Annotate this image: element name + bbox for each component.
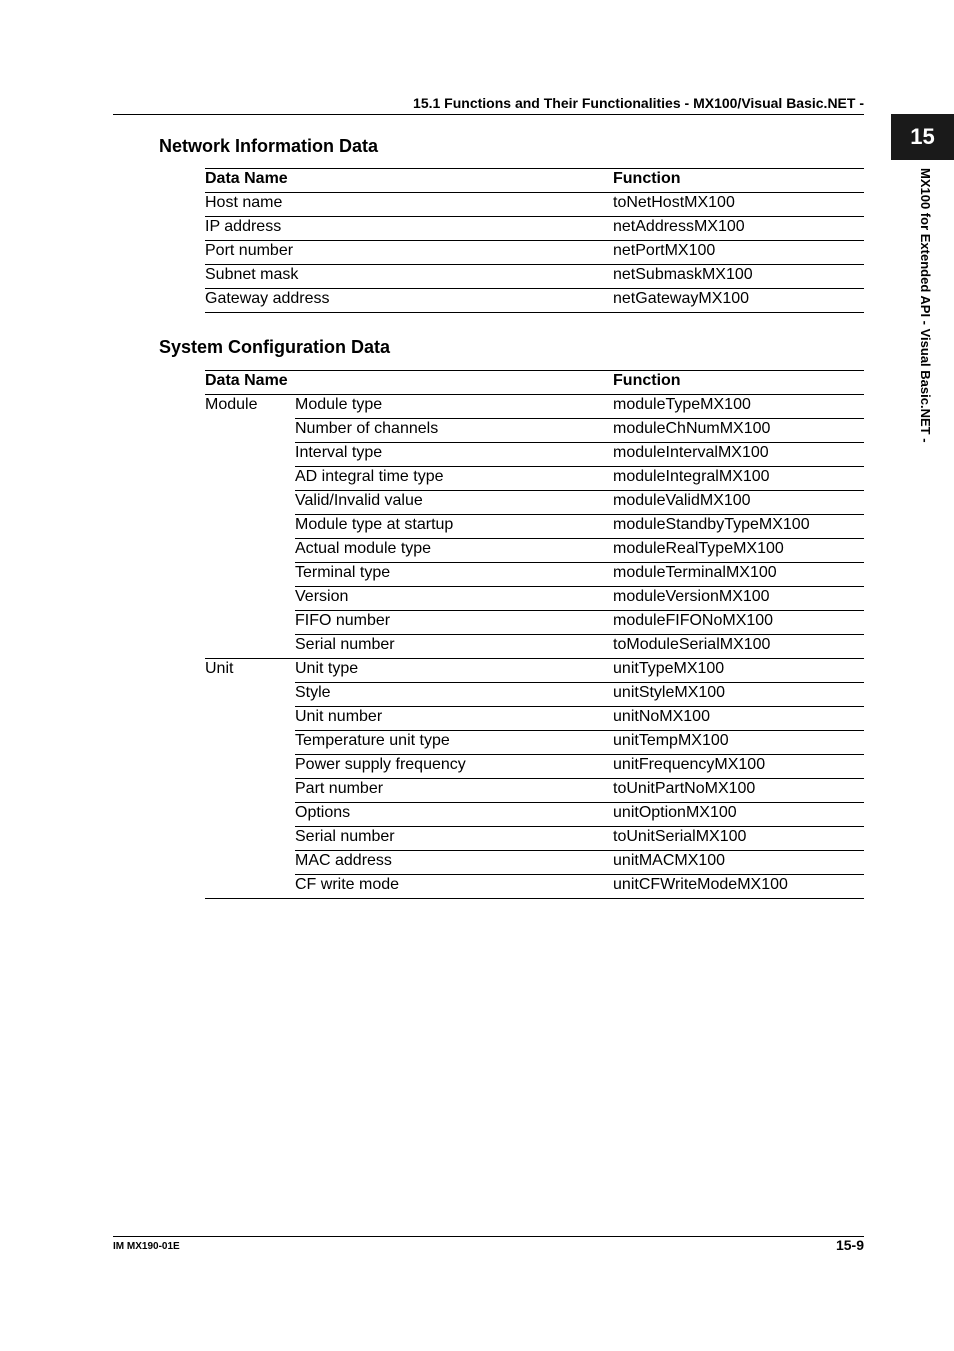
data-name-cell: Host name [205,193,613,217]
network-section-heading: Network Information Data [159,136,379,156]
table-row [205,395,864,419]
table-row [205,467,864,491]
table-row [205,683,864,707]
data-name-cell: Temperature unit type [295,731,613,755]
chapter-side-label: MX100 for Extended API - Visual Basic.NET - [918,168,933,443]
data-name-cell: Number of channels [295,419,613,443]
function-name-cell: toModuleSerialMX100 [613,635,864,659]
running-header: 15.1 Functions and Their Functionalities - MX100/Visual Basic.NET - [413,95,864,111]
data-name-cell: Version [295,587,613,611]
table-row [205,659,864,683]
table-row [205,851,864,875]
data-name-cell: Serial number [295,635,613,659]
table-row [205,539,864,563]
data-name-cell: Unit number [295,707,613,731]
column-header-function: Function [613,169,864,193]
table-row [205,217,864,241]
table-row [205,827,864,851]
function-name-cell: unitNoMX100 [613,707,864,731]
group-label-cell [205,779,295,803]
function-name-cell: moduleVersionMX100 [613,587,864,611]
data-name-cell: Options [295,803,613,827]
data-name-cell: Valid/Invalid value [295,491,613,515]
table-row [205,779,864,803]
table-row [205,875,864,899]
table-row [205,755,864,779]
data-name-cell: IP address [205,217,613,241]
group-label-cell [205,539,295,563]
table-row [205,515,864,539]
group-label-cell [205,467,295,491]
function-name-cell: unitOptionMX100 [613,803,864,827]
data-name-cell: Actual module type [295,539,613,563]
data-name-cell: Style [295,683,613,707]
group-label-cell [205,827,295,851]
table-row [205,563,864,587]
function-name-cell: moduleValidMX100 [613,491,864,515]
group-label-cell [205,875,295,899]
table-row [205,419,864,443]
footer-document-id: IM MX190-01E [113,1241,180,1252]
column-header-function: Function [613,371,864,395]
function-name-cell: unitStyleMX100 [613,683,864,707]
group-label-cell [205,755,295,779]
function-name-cell: moduleTypeMX100 [613,395,864,419]
column-header-data-name: Data Name [205,371,613,395]
function-name-cell: moduleIntervalMX100 [613,443,864,467]
group-label-cell [205,851,295,875]
function-name-cell: moduleFIFONoMX100 [613,611,864,635]
table-header-row [205,169,864,193]
group-label-cell [205,419,295,443]
function-name-cell: netSubmaskMX100 [613,265,864,289]
footer-rule [113,1236,864,1237]
function-name-cell: moduleTerminalMX100 [613,563,864,587]
data-name-cell: Serial number [295,827,613,851]
table-row [205,193,864,217]
data-name-cell: Gateway address [205,289,613,313]
data-name-cell: Power supply frequency [295,755,613,779]
data-name-cell: MAC address [295,851,613,875]
table-row [205,241,864,265]
table-row [205,443,864,467]
network-information-table [205,168,864,313]
function-name-cell: toNetHostMX100 [613,193,864,217]
data-name-cell: CF write mode [295,875,613,899]
group-label-cell [205,587,295,611]
group-label-cell: Module [205,396,258,413]
data-name-cell: Subnet mask [205,265,613,289]
table-header-row [205,371,864,395]
function-name-cell: unitMACMX100 [613,851,864,875]
table-row [205,587,864,611]
table-row [205,707,864,731]
group-label-cell [205,563,295,587]
data-name-cell: FIFO number [295,611,613,635]
group-label-cell [205,491,295,515]
group-label-cell [205,683,295,707]
table-row [205,803,864,827]
group-label-cell [205,635,295,659]
function-name-cell: netPortMX100 [613,241,864,265]
group-label-cell: Unit [205,660,234,677]
data-name-cell: Port number [205,241,613,265]
data-name-cell: Interval type [295,443,613,467]
system-section-heading: System Configuration Data [159,337,391,357]
data-name-cell: Module type at startup [295,515,613,539]
table-row [205,611,864,635]
group-label-cell [205,443,295,467]
table-row [205,289,864,313]
table-row [205,731,864,755]
function-name-cell: toUnitSerialMX100 [613,827,864,851]
data-name-cell: AD integral time type [295,467,613,491]
function-name-cell: netGatewayMX100 [613,289,864,313]
group-label-cell [205,707,295,731]
table-row [205,491,864,515]
chapter-tab: 15 [891,114,954,160]
function-name-cell: toUnitPartNoMX100 [613,779,864,803]
header-rule [113,114,864,115]
function-name-cell: moduleIntegralMX100 [613,467,864,491]
group-label-cell [205,731,295,755]
function-name-cell: unitFrequencyMX100 [613,755,864,779]
data-name-cell: Part number [295,779,613,803]
function-name-cell: moduleRealTypeMX100 [613,539,864,563]
table-row [205,635,864,659]
footer-page-number: 15-9 [835,1237,864,1253]
function-name-cell: unitCFWriteModeMX100 [613,875,864,899]
data-name-cell: Terminal type [295,563,613,587]
system-configuration-table [205,370,864,899]
group-label-cell [205,611,295,635]
data-name-cell: Unit type [295,659,613,683]
function-name-cell: unitTypeMX100 [613,659,864,683]
function-name-cell: moduleChNumMX100 [613,419,864,443]
group-label-cell [205,803,295,827]
function-name-cell: unitTempMX100 [613,731,864,755]
group-label-cell [205,515,295,539]
table-row [205,265,864,289]
function-name-cell: moduleStandbyTypeMX100 [613,515,864,539]
column-header-data-name: Data Name [205,169,613,193]
data-name-cell: Module type [295,395,613,419]
function-name-cell: netAddressMX100 [613,217,864,241]
